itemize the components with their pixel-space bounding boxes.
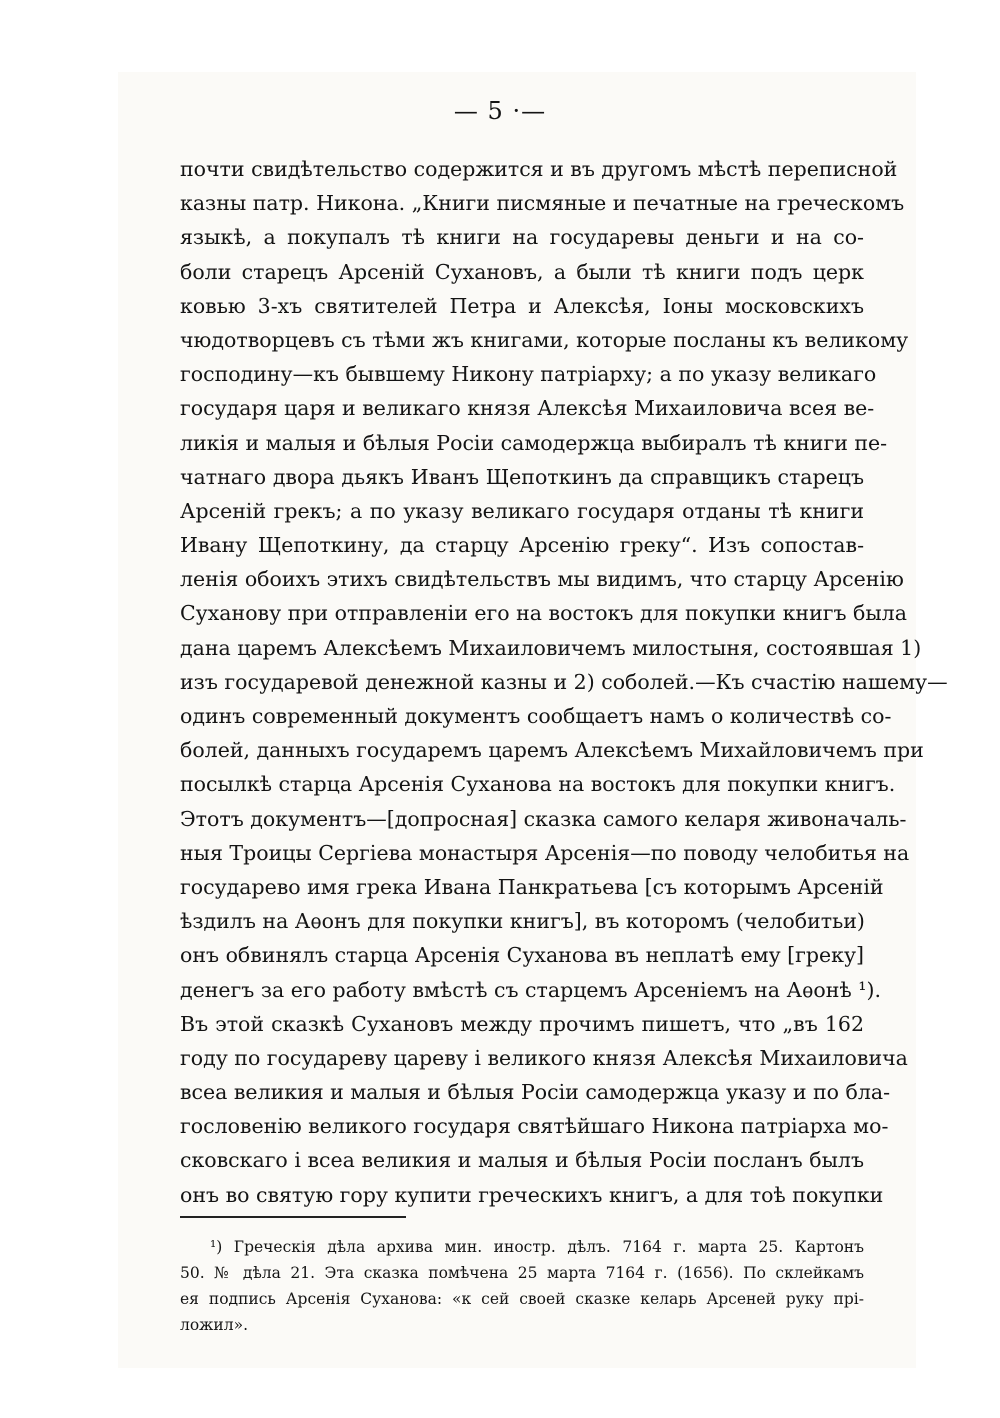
text-line: боли старецъ Арсеній Сухановъ, а были тѣ книги подъ церк	[180, 259, 864, 284]
text-line: посылкѣ старца Арсенія Суханова на востокъ для покупки книгъ.	[180, 772, 896, 797]
text-line: всеа великия и малыя и бѣлыя Росіи самодержца указу и по бла-	[180, 1080, 891, 1105]
footnote-line: ложил».	[180, 1316, 249, 1334]
text-line: дана царемъ Алексѣемъ Михаиловичемъ милостыня, состоявшая 1)	[180, 635, 922, 660]
text-line: году по государеву цареву і великого князя Алексѣя Михаиловича	[180, 1045, 908, 1070]
text-line: чатнаго двора дьякъ Иванъ Щепоткинъ да справщикъ старецъ	[180, 464, 864, 489]
body-text	[180, 152, 948, 1212]
text-line: государево имя грека Ивана Панкратьева [съ которымъ Арсеній	[180, 874, 884, 899]
text-line: казны патр. Никона. „Книги писмяные и печатные на греческомъ	[180, 191, 905, 216]
text-line: почти свидѣтельство содержится и въ другомъ мѣстѣ переписной	[180, 157, 898, 181]
text-line: Этотъ документъ—[допросная] сказка самого келаря живоначаль-	[180, 806, 907, 831]
text-line: онъ обвинялъ старца Арсенія Суханова въ неплатѣ ему [греку]	[180, 943, 865, 968]
footnotes	[180, 1234, 864, 1338]
text-line: ныя Троицы Сергіева монастыря Арсенія—по поводу челобитья на	[180, 840, 910, 865]
text-line: онъ во святую гору купити греческихъ книгъ, а для тоѣ покупки	[180, 1182, 884, 1207]
footnote-line: ¹) Греческія дѣла архива мин. иностр. дѣлъ. 7164 г. марта 25. Картонъ	[210, 1238, 864, 1256]
footnote-divider	[180, 1216, 406, 1218]
footnote-line: ея подпись Арсенія Суханова: «к сей своей сказке келарь Арсеней руку прі-	[180, 1290, 864, 1308]
page-number: — 5 ·—	[453, 97, 547, 125]
text-line: чюдотворцевъ съ тѣми жъ книгами, которые посланы къ великому	[180, 327, 909, 352]
text-line: Ивану Щепоткину, да старцу Арсенію греку“. Изъ сопостав-	[180, 533, 864, 558]
text-line: изъ государевой денежной казны и 2) соболей.—Къ счастію нашему—	[180, 669, 948, 694]
text-line: ковью 3-хъ святителей Петра и Алексѣя, Іоны московскихъ	[180, 293, 864, 318]
text-line: гословенію великого государя святѣйшаго Никона патріарха мо-	[180, 1114, 889, 1139]
text-line: денегъ за его работу вмѣстѣ съ старцемъ Арсеніемъ на Аѳонѣ ¹).	[180, 977, 882, 1002]
text-line: Въ этой сказкѣ Сухановъ между прочимъ пишетъ, что „въ 162	[180, 1011, 864, 1036]
text-line: государя царя и великаго князя Алексѣя Михаиловича всея ве-	[180, 396, 875, 421]
footnote-line: 50. № дѣла 21. Эта сказка помѣчена 25 марта 7164 г. (1656). По склейкамъ	[180, 1264, 864, 1282]
text-line: ликія и малыя и бѣлыя Росіи самодержца выбиралъ тѣ книги пе-	[180, 430, 888, 455]
text-line: сковскаго і всеа великия и малыя и бѣлыя Росіи посланъ былъ	[180, 1148, 864, 1173]
text-line: Арсеній грекъ; а по указу великаго государя отданы тѣ книги	[180, 498, 864, 523]
text-line: господину—къ бывшему Никону патріарху; а по указу великаго	[180, 362, 877, 387]
text-line: одинъ современный документъ сообщаетъ намъ о количествѣ со-	[180, 704, 892, 728]
text-line: языкѣ, а покупалъ тѣ книги на государевы деньги и на со-	[180, 225, 864, 250]
text-line: ѣздилъ на Аѳонъ для покупки книгъ], въ которомъ (челобитьи)	[180, 909, 865, 934]
text-line: ленія обоихъ этихъ свидѣтельствъ мы видимъ, что старцу Арсенію	[180, 567, 904, 592]
text-line: Суханову при отправленіи его на востокъ для покупки книгъ была	[180, 601, 907, 626]
text-line: болей, данныхъ государемъ царемъ Алексѣемъ Михайловичемъ при	[180, 738, 924, 763]
